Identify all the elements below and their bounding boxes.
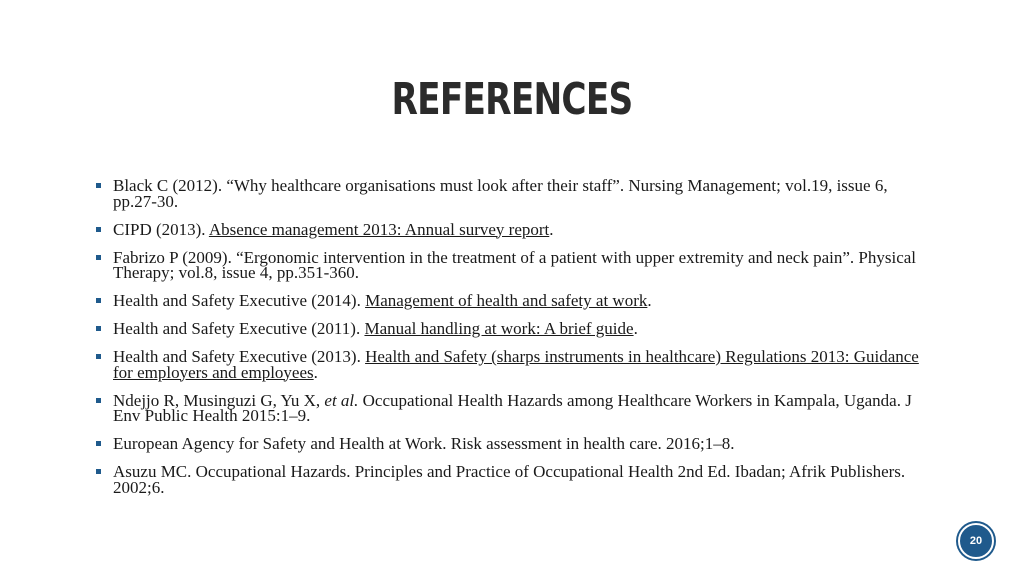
reference-item xyxy=(96,436,926,452)
bullet-square-icon xyxy=(96,326,101,331)
reference-text: Health and Safety Executive (2011). xyxy=(113,319,365,338)
slide-title: REFERENCES xyxy=(391,74,633,125)
reference-text-end: . xyxy=(633,319,638,338)
reference-item xyxy=(96,247,926,282)
reference-list xyxy=(96,178,926,508)
reference-item xyxy=(96,293,926,309)
reference-text: Black C (2012). “Why healthcare organisations must look after their staff”. Nursing Management; vol.19, issue 6, pp.27-30. xyxy=(113,176,888,211)
reference-link-hse-manual-handling[interactable]: Manual handling at work: A brief guide xyxy=(364,319,634,338)
reference-item xyxy=(96,321,926,337)
reference-text: Ndejjo R, Musinguzi G, Yu X, xyxy=(113,390,325,410)
reference-item xyxy=(96,219,926,239)
reference-item xyxy=(96,349,926,380)
bullet-square-icon xyxy=(96,298,101,303)
reference-text-end: . xyxy=(647,291,652,310)
reference-link-cipd-absence[interactable]: Absence management 2013: Annual survey report xyxy=(208,219,550,239)
reference-item xyxy=(96,464,926,495)
bullet-square-icon xyxy=(96,441,101,446)
reference-link-hse-management[interactable]: Management of health and safety at work xyxy=(365,291,648,310)
reference-text: CIPD (2013). xyxy=(113,219,209,239)
reference-text: Health and Safety Executive (2013). xyxy=(113,347,366,366)
bullet-square-icon xyxy=(96,227,101,232)
reference-text: Fabrizo P (2009). “Ergonomic intervention in the treatment of a patient with upper extremity and neck pain”. Physical Therapy; vol.8, issue 4, pp.351-360. xyxy=(113,247,917,282)
reference-text-end: Occupational Health Hazards among Healthcare Workers in Kampala, Uganda. J Env Public Health 2015:1–9. xyxy=(113,390,912,425)
bullet-square-icon xyxy=(96,398,101,403)
reference-item xyxy=(96,390,926,425)
reference-text: Asuzu MC. Occupational Hazards. Principles and Practice of Occupational Health 2nd Ed. Ibadan; Afrik Publishers. 2002;6. xyxy=(113,462,906,497)
page-number-badge: 20 xyxy=(958,523,994,559)
reference-italic: et al. xyxy=(324,390,359,410)
bullet-square-icon xyxy=(96,255,101,260)
reference-text-end: . xyxy=(313,362,318,382)
reference-text: European Agency for Safety and Health at Work. Risk assessment in health care. 2016;1–8. xyxy=(113,434,735,453)
reference-link-hse-sharps[interactable]: Health and Safety (sharps instruments in healthcare) Regulations 2013: Guidance for employers and employees xyxy=(113,347,919,382)
bullet-square-icon xyxy=(96,183,101,188)
reference-item xyxy=(96,178,926,209)
bullet-square-icon xyxy=(96,354,101,359)
reference-text-end: . xyxy=(549,219,554,239)
bullet-square-icon xyxy=(96,469,101,474)
reference-text: Health and Safety Executive (2014). xyxy=(113,291,366,310)
